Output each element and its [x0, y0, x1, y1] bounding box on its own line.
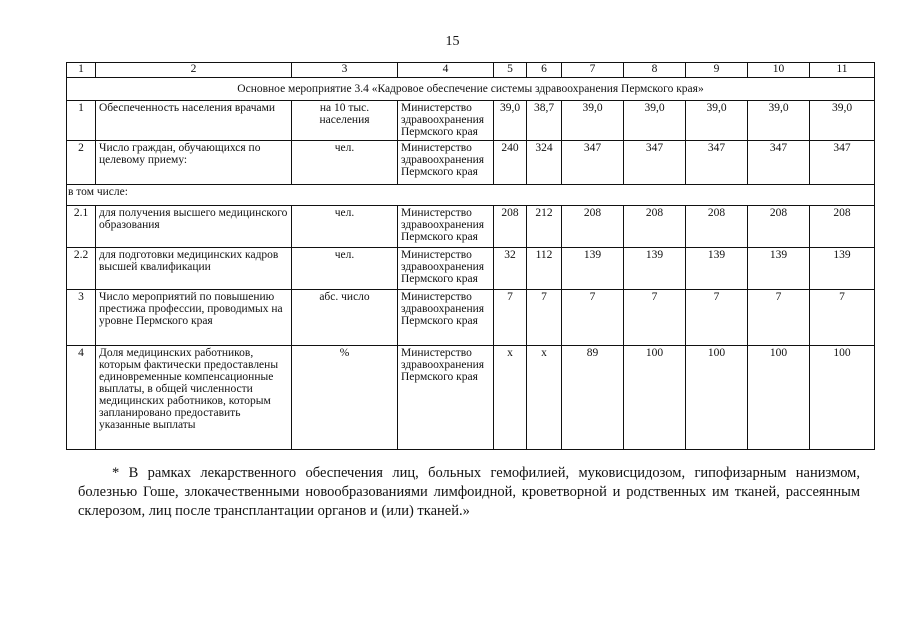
value-cell: 139: [810, 248, 875, 290]
value-cell: 39,0: [624, 101, 686, 141]
note-row: [67, 185, 875, 206]
row-number: 2.2: [67, 248, 96, 290]
header-cell: 5: [494, 63, 527, 78]
header-cell: 2: [96, 63, 292, 78]
header-cell: 11: [810, 63, 875, 78]
unit-cell: %: [292, 346, 398, 450]
value-cell: 32: [494, 248, 527, 290]
header-cell: 10: [748, 63, 810, 78]
value-cell: 7: [494, 290, 527, 346]
header-cell: 9: [686, 63, 748, 78]
value-cell: 39,0: [686, 101, 748, 141]
value-cell: 208: [494, 206, 527, 248]
value-cell: 212: [527, 206, 562, 248]
row-number: 1: [67, 101, 96, 141]
ministry-cell: Министерство здравоохранения Пермского края: [398, 290, 494, 346]
value-cell: 208: [624, 206, 686, 248]
section-title: Основное мероприятие 3.4 «Кадровое обеспечение системы здравоохранения Пермского края»: [67, 78, 875, 101]
value-cell: 347: [810, 141, 875, 185]
value-cell: 7: [624, 290, 686, 346]
value-cell: 139: [748, 248, 810, 290]
indicator-name: Обеспеченность населения врачами: [96, 101, 292, 141]
unit-cell: чел.: [292, 206, 398, 248]
ministry-cell: Министерство здравоохранения Пермского края: [398, 346, 494, 450]
value-cell: 324: [527, 141, 562, 185]
unit-cell: чел.: [292, 141, 398, 185]
value-cell: 347: [624, 141, 686, 185]
indicator-name: для подготовки медицинских кадров высшей квалификации: [96, 248, 292, 290]
ministry-cell: Министерство здравоохранения Пермского края: [398, 141, 494, 185]
indicators-table: [66, 62, 875, 450]
value-cell: 7: [810, 290, 875, 346]
row-number: 3: [67, 290, 96, 346]
row-number: 4: [67, 346, 96, 450]
value-cell: 208: [562, 206, 624, 248]
header-cell: 8: [624, 63, 686, 78]
header-cell: 6: [527, 63, 562, 78]
value-cell: 240: [494, 141, 527, 185]
value-cell: 7: [562, 290, 624, 346]
page-number: 15: [445, 34, 460, 49]
value-cell: х: [494, 346, 527, 450]
value-cell: 139: [624, 248, 686, 290]
value-cell: 89: [562, 346, 624, 450]
value-cell: х: [527, 346, 562, 450]
value-cell: 347: [562, 141, 624, 185]
value-cell: 39,0: [494, 101, 527, 141]
indicator-name: для получения высшего медицинского образования: [96, 206, 292, 248]
ministry-cell: Министерство здравоохранения Пермского края: [398, 206, 494, 248]
header-cell: 1: [67, 63, 96, 78]
value-cell: 7: [686, 290, 748, 346]
unit-cell: на 10 тыс. населения: [292, 101, 398, 141]
value-cell: 39,0: [810, 101, 875, 141]
value-cell: 347: [686, 141, 748, 185]
value-cell: 39,0: [562, 101, 624, 141]
row-number: 2: [67, 141, 96, 185]
header-cell: 3: [292, 63, 398, 78]
table-row: [67, 206, 875, 248]
value-cell: 38,7: [527, 101, 562, 141]
unit-cell: чел.: [292, 248, 398, 290]
value-cell: 347: [748, 141, 810, 185]
value-cell: 100: [748, 346, 810, 450]
indicator-name: Число мероприятий по повышению престижа профессии, проводимых на уровне Пермского края: [96, 290, 292, 346]
indicator-name: Доля медицинских работников, которым фактически предоставлены единовременные компенсационные выплаты, в общей численности медицинских работников, которым запланировано предоставить указанные выплаты: [96, 346, 292, 450]
section-row: [67, 78, 875, 101]
unit-cell: абс. число: [292, 290, 398, 346]
note-text: в том числе:: [67, 185, 875, 206]
footnote: * В рамках лекарственного обеспечения лиц, больных гемофилией, муковисцидозом, гипофизарным нанизмом, болезнью Гоше, злокачественными новообразованиями лимфоидной, кроветворной и родственных им тканей, рассеянным склерозом, лиц после трансплантации органов и (или) тканей.»: [78, 465, 860, 519]
value-cell: 208: [810, 206, 875, 248]
table-row: [67, 346, 875, 450]
header-row: [67, 63, 875, 78]
header-cell: 4: [398, 63, 494, 78]
value-cell: 7: [748, 290, 810, 346]
header-cell: 7: [562, 63, 624, 78]
indicator-name: Число граждан, обучающихся по целевому приему:: [96, 141, 292, 185]
table-row: [67, 248, 875, 290]
value-cell: 112: [527, 248, 562, 290]
ministry-cell: Министерство здравоохранения Пермского края: [398, 248, 494, 290]
value-cell: 208: [748, 206, 810, 248]
value-cell: 39,0: [748, 101, 810, 141]
value-cell: 100: [624, 346, 686, 450]
value-cell: 100: [686, 346, 748, 450]
value-cell: 7: [527, 290, 562, 346]
table-row: [67, 101, 875, 141]
value-cell: 100: [810, 346, 875, 450]
table-row: [67, 290, 875, 346]
table-row: [67, 141, 875, 185]
ministry-cell: Министерство здравоохранения Пермского края: [398, 101, 494, 141]
value-cell: 208: [686, 206, 748, 248]
value-cell: 139: [562, 248, 624, 290]
value-cell: 139: [686, 248, 748, 290]
row-number: 2.1: [67, 206, 96, 248]
